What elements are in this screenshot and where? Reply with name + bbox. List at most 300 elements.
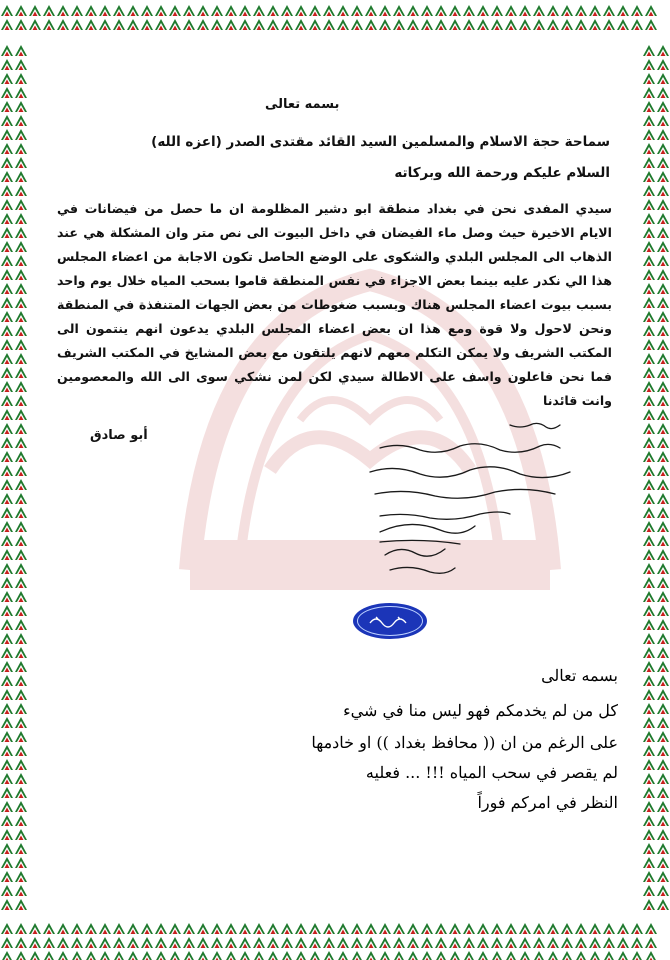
border-tile	[126, 2, 140, 16]
border-tile	[252, 920, 266, 934]
border-tile	[644, 948, 658, 960]
border-tile	[642, 854, 656, 868]
border-tile	[238, 934, 252, 948]
border-tile	[14, 98, 28, 112]
border-tile	[378, 948, 392, 960]
border-tile	[656, 812, 670, 826]
letter-body: سيدي المفدى نحن في بغداد منطقة ابو دشير المظلومة ان ما حصل من فيضانات في الايام الاخيرة حيث وصل ماء الفيضان في داخل البيوت الى نص متر وان المشكلة هي عند الذهاب الى المجلس البلدي والشكوى على الوضع الحاصل تكون الاجابة من اعضاء المجلس هذا الي نكدر عليه بينما بعض الاجزاء في نفس المنطقة قاموا بسحب المياه خلال يوم واحد بسبب بيوت اعضاء المجلس هناك وبسبب ضغوطات من بعض الجهات المتنفذة في المنطقة ونحن لاحول ولا قوة ومع هذا ان بعض اعضاء المجلس البلدي يدعون انهم ينتمون الى المكتب الشريف ولا يمكن التكلم معهم لانهم يلتقون مع بعض المشايخ في المكتب الشريف فما نحن فاعلون واسف على الاطالة سيدي لكن لمن نشكي سوى الى الله والمعصومين وانت قائدنا	[57, 201, 612, 408]
border-tile	[0, 756, 14, 770]
border-tile	[0, 934, 14, 948]
border-tile	[642, 798, 656, 812]
border-tile	[656, 350, 670, 364]
border-tile	[642, 532, 656, 546]
border-tile	[0, 602, 14, 616]
border-tile	[42, 948, 56, 960]
border-tile	[656, 672, 670, 686]
border-tile	[182, 2, 196, 16]
border-tile	[112, 16, 126, 30]
border-tile	[14, 56, 28, 70]
border-tile	[70, 948, 84, 960]
border-tile	[656, 364, 670, 378]
border-tile	[642, 196, 656, 210]
border-tile	[642, 700, 656, 714]
border-tile	[252, 16, 266, 30]
border-tile	[546, 948, 560, 960]
border-tile	[0, 406, 14, 420]
border-tile	[196, 948, 210, 960]
border-tile	[238, 2, 252, 16]
border-tile	[642, 42, 656, 56]
border-tile	[642, 518, 656, 532]
border-tile	[14, 210, 28, 224]
border-tile	[642, 490, 656, 504]
letter-greeting: السلام عليكم ورحمة الله وبركاته	[394, 165, 610, 181]
border-tile	[0, 280, 14, 294]
border-tile	[0, 336, 14, 350]
border-tile	[126, 948, 140, 960]
border-tile	[350, 934, 364, 948]
border-tile	[642, 154, 656, 168]
border-tile	[518, 16, 532, 30]
border-tile	[294, 934, 308, 948]
border-tile	[0, 948, 14, 960]
border-tile	[630, 920, 644, 934]
border-tile	[14, 948, 28, 960]
border-tile	[0, 154, 14, 168]
border-tile	[560, 16, 574, 30]
border-tile	[656, 196, 670, 210]
border-tile	[0, 840, 14, 854]
border-tile	[656, 770, 670, 784]
border-tile	[574, 934, 588, 948]
reply-line-2: كل من لم يخدمكم فهو ليس منا في شيء	[343, 701, 618, 720]
border-tile	[642, 56, 656, 70]
border-tile	[350, 16, 364, 30]
border-tile	[476, 920, 490, 934]
border-tile	[448, 948, 462, 960]
border-tile	[364, 934, 378, 948]
border-tile	[140, 16, 154, 30]
border-tile	[630, 934, 644, 948]
border-tile	[642, 672, 656, 686]
border-tile	[656, 798, 670, 812]
border-tile	[280, 934, 294, 948]
border-tile	[642, 812, 656, 826]
border-tile	[656, 588, 670, 602]
border-tile	[0, 920, 14, 934]
border-tile	[546, 920, 560, 934]
border-tile	[656, 840, 670, 854]
border-tile	[656, 224, 670, 238]
border-tile	[0, 868, 14, 882]
border-tile	[266, 934, 280, 948]
border-tile	[14, 16, 28, 30]
border-tile	[588, 16, 602, 30]
border-tile	[14, 532, 28, 546]
border-tile	[420, 948, 434, 960]
border-tile	[0, 434, 14, 448]
border-tile	[56, 2, 70, 16]
border-tile	[642, 364, 656, 378]
border-tile	[392, 948, 406, 960]
border-tile	[308, 948, 322, 960]
border-tile	[490, 16, 504, 30]
border-tile	[0, 588, 14, 602]
border-tile	[656, 406, 670, 420]
border-tile	[126, 934, 140, 948]
border-tile	[0, 56, 14, 70]
border-tile	[588, 948, 602, 960]
border-tile	[642, 280, 656, 294]
border-tile	[392, 934, 406, 948]
border-tile	[0, 2, 14, 16]
border-tile	[84, 2, 98, 16]
border-tile	[280, 2, 294, 16]
border-tile	[14, 784, 28, 798]
border-tile	[112, 920, 126, 934]
border-tile	[14, 462, 28, 476]
border-tile	[252, 2, 266, 16]
border-tile	[196, 920, 210, 934]
border-tile	[0, 168, 14, 182]
border-tile	[656, 630, 670, 644]
border-tile	[14, 308, 28, 322]
stamp-ring	[357, 606, 423, 636]
border-tile	[476, 948, 490, 960]
decorative-border-right	[642, 40, 670, 918]
border-tile	[168, 948, 182, 960]
border-tile	[642, 224, 656, 238]
border-tile	[0, 728, 14, 742]
border-tile	[420, 16, 434, 30]
border-tile	[560, 2, 574, 16]
border-tile	[0, 350, 14, 364]
border-tile	[0, 616, 14, 630]
border-tile	[336, 2, 350, 16]
border-tile	[518, 934, 532, 948]
border-tile	[642, 350, 656, 364]
border-tile	[656, 336, 670, 350]
border-tile	[14, 126, 28, 140]
border-tile	[574, 920, 588, 934]
border-tile	[546, 934, 560, 948]
border-tile	[656, 700, 670, 714]
border-tile	[462, 920, 476, 934]
border-tile	[546, 16, 560, 30]
border-tile	[462, 2, 476, 16]
border-tile	[70, 16, 84, 30]
border-tile	[616, 16, 630, 30]
border-tile	[448, 2, 462, 16]
border-tile	[0, 266, 14, 280]
border-tile	[14, 868, 28, 882]
border-tile	[14, 42, 28, 56]
border-tile	[0, 16, 14, 30]
border-tile	[642, 714, 656, 728]
border-tile	[656, 784, 670, 798]
border-tile	[642, 560, 656, 574]
border-tile	[642, 756, 656, 770]
border-tile	[406, 948, 420, 960]
border-tile	[280, 16, 294, 30]
border-tile	[0, 882, 14, 896]
border-tile	[14, 2, 28, 16]
border-tile	[0, 196, 14, 210]
border-tile	[642, 140, 656, 154]
border-tile	[642, 322, 656, 336]
border-tile	[154, 920, 168, 934]
border-tile	[656, 896, 670, 910]
border-tile	[14, 672, 28, 686]
border-tile	[0, 140, 14, 154]
border-tile	[56, 920, 70, 934]
border-tile	[574, 948, 588, 960]
border-tile	[642, 210, 656, 224]
border-tile	[0, 742, 14, 756]
letter-bismillah: بسمه تعالى	[265, 97, 340, 112]
border-tile	[0, 504, 14, 518]
border-tile	[224, 16, 238, 30]
border-tile	[56, 948, 70, 960]
border-tile	[70, 934, 84, 948]
border-tile	[642, 644, 656, 658]
border-tile	[112, 934, 126, 948]
border-tile	[642, 686, 656, 700]
border-tile	[656, 70, 670, 84]
border-tile	[490, 948, 504, 960]
border-tile	[0, 854, 14, 868]
border-tile	[602, 948, 616, 960]
border-tile	[0, 686, 14, 700]
border-tile	[14, 770, 28, 784]
border-tile	[642, 434, 656, 448]
border-tile	[140, 934, 154, 948]
border-tile	[294, 2, 308, 16]
border-tile	[14, 406, 28, 420]
border-tile	[656, 476, 670, 490]
border-tile	[14, 322, 28, 336]
border-tile	[42, 934, 56, 948]
border-tile	[350, 948, 364, 960]
border-tile	[642, 406, 656, 420]
border-tile	[642, 728, 656, 742]
border-tile	[656, 322, 670, 336]
border-tile	[42, 16, 56, 30]
handwritten-signature	[360, 420, 600, 580]
border-tile	[656, 448, 670, 462]
decorative-border-left	[0, 40, 28, 918]
border-tile	[14, 854, 28, 868]
border-tile	[602, 16, 616, 30]
border-tile	[616, 948, 630, 960]
border-tile	[14, 812, 28, 826]
border-tile	[0, 532, 14, 546]
border-tile	[656, 826, 670, 840]
border-tile	[0, 546, 14, 560]
border-tile	[364, 2, 378, 16]
border-tile	[14, 756, 28, 770]
border-tile	[308, 2, 322, 16]
border-tile	[14, 686, 28, 700]
border-tile	[322, 16, 336, 30]
border-tile	[642, 168, 656, 182]
border-tile	[644, 2, 658, 16]
border-tile	[238, 920, 252, 934]
border-tile	[616, 2, 630, 16]
border-tile	[0, 476, 14, 490]
border-tile	[642, 826, 656, 840]
decorative-border-bottom	[0, 918, 670, 960]
border-tile	[518, 948, 532, 960]
border-tile	[308, 920, 322, 934]
border-tile	[14, 882, 28, 896]
border-tile	[656, 462, 670, 476]
border-tile	[644, 920, 658, 934]
border-tile	[656, 112, 670, 126]
border-tile	[504, 16, 518, 30]
border-tile	[0, 658, 14, 672]
border-tile	[238, 948, 252, 960]
border-tile	[98, 2, 112, 16]
border-tile	[656, 644, 670, 658]
border-tile	[14, 616, 28, 630]
decorative-border-top	[0, 0, 670, 40]
border-tile	[0, 420, 14, 434]
border-tile	[630, 948, 644, 960]
border-tile	[406, 2, 420, 16]
letter-page	[30, 40, 640, 918]
border-tile	[642, 588, 656, 602]
border-tile	[642, 336, 656, 350]
border-tile	[602, 934, 616, 948]
border-tile	[448, 920, 462, 934]
border-tile	[14, 168, 28, 182]
border-tile	[0, 784, 14, 798]
border-tile	[14, 378, 28, 392]
border-tile	[140, 2, 154, 16]
border-tile	[14, 630, 28, 644]
border-tile	[656, 266, 670, 280]
border-tile	[406, 934, 420, 948]
border-tile	[126, 16, 140, 30]
border-tile	[434, 2, 448, 16]
border-tile	[0, 42, 14, 56]
border-tile	[252, 934, 266, 948]
border-tile	[656, 434, 670, 448]
border-tile	[656, 182, 670, 196]
border-tile	[642, 392, 656, 406]
border-tile	[14, 364, 28, 378]
border-tile	[154, 2, 168, 16]
border-tile	[462, 934, 476, 948]
border-tile	[0, 308, 14, 322]
border-tile	[642, 742, 656, 756]
border-tile	[616, 934, 630, 948]
border-tile	[642, 546, 656, 560]
border-tile	[14, 392, 28, 406]
border-tile	[642, 616, 656, 630]
border-tile	[656, 742, 670, 756]
border-tile	[656, 168, 670, 182]
border-tile	[642, 266, 656, 280]
border-tile	[656, 546, 670, 560]
border-tile	[154, 948, 168, 960]
border-tile	[642, 294, 656, 308]
letter-addressee: سماحة حجة الاسلام والمسلمين السيد القائد مقتدى الصدر (اعزه الله)	[151, 134, 610, 150]
border-tile	[112, 948, 126, 960]
border-tile	[14, 546, 28, 560]
letter-sender: أبو صادق	[90, 428, 148, 443]
border-tile	[154, 934, 168, 948]
border-tile	[350, 920, 364, 934]
border-tile	[14, 280, 28, 294]
border-tile	[656, 210, 670, 224]
border-tile	[656, 602, 670, 616]
border-tile	[448, 16, 462, 30]
border-tile	[0, 98, 14, 112]
border-tile	[378, 920, 392, 934]
border-tile	[642, 378, 656, 392]
border-tile	[294, 948, 308, 960]
border-tile	[656, 238, 670, 252]
border-tile	[224, 920, 238, 934]
border-tile	[504, 934, 518, 948]
border-tile	[420, 920, 434, 934]
border-tile	[0, 560, 14, 574]
border-tile	[392, 16, 406, 30]
border-tile	[378, 934, 392, 948]
border-tile	[210, 948, 224, 960]
border-tile	[476, 2, 490, 16]
border-tile	[602, 2, 616, 16]
border-tile	[28, 934, 42, 948]
border-tile	[0, 112, 14, 126]
border-tile	[642, 504, 656, 518]
border-tile	[14, 574, 28, 588]
border-tile	[210, 2, 224, 16]
border-tile	[476, 934, 490, 948]
border-tile	[42, 920, 56, 934]
border-tile	[56, 16, 70, 30]
border-tile	[14, 238, 28, 252]
border-tile	[642, 574, 656, 588]
border-tile	[140, 920, 154, 934]
border-tile	[56, 934, 70, 948]
border-tile	[14, 420, 28, 434]
border-tile	[42, 2, 56, 16]
border-tile	[490, 2, 504, 16]
border-tile	[642, 448, 656, 462]
border-tile	[168, 2, 182, 16]
border-tile	[14, 840, 28, 854]
border-tile	[644, 16, 658, 30]
border-tile	[656, 140, 670, 154]
border-tile	[560, 948, 574, 960]
border-tile	[168, 934, 182, 948]
border-tile	[0, 238, 14, 252]
border-tile	[14, 896, 28, 910]
reply-line-3: على الرغم من ان (( محافظ بغداد )) او خادمها	[311, 733, 618, 752]
border-tile	[168, 16, 182, 30]
border-tile	[0, 574, 14, 588]
border-tile	[14, 252, 28, 266]
border-tile	[656, 56, 670, 70]
border-tile	[14, 490, 28, 504]
border-tile	[294, 920, 308, 934]
border-tile	[656, 154, 670, 168]
border-tile	[14, 70, 28, 84]
border-tile	[14, 196, 28, 210]
